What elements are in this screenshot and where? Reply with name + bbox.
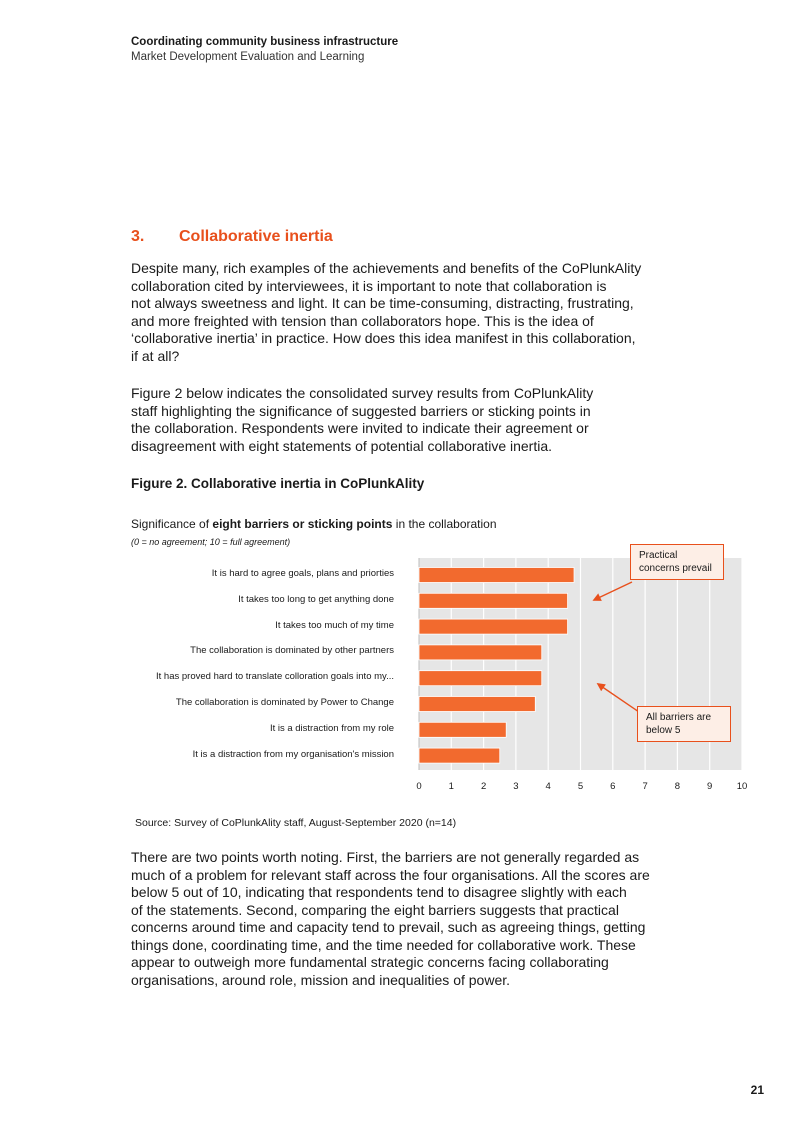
- paragraph-conclusion: [131, 849, 676, 989]
- paragraph-line: below 5 out of 10, indicating that respondents tend to disagree slightly with each: [131, 884, 627, 900]
- bar-label: The collaboration is dominated by other partners: [190, 645, 394, 657]
- bar-label: It takes too much of my time: [275, 619, 394, 631]
- x-tick-label: 0: [416, 781, 422, 792]
- bar-label: It is a distraction from my role: [269, 722, 394, 734]
- paragraph-line: the collaboration. Respondents were invited to indicate their agreement or: [131, 420, 589, 436]
- paragraph-line: much of a problem for relevant staff across the four organisations. All the scores are: [131, 866, 650, 883]
- bar-label: It is a distraction from my organisation's mission: [192, 748, 394, 760]
- paragraph-line: There are two points worth noting. First, the barriers are not generally regarded as: [131, 849, 640, 865]
- x-tick-label: 1: [448, 781, 454, 792]
- bar: [419, 697, 535, 712]
- x-tick-label: 10: [736, 781, 748, 792]
- callout-practical-concerns: Practical concerns prevail: [630, 544, 724, 580]
- running-header-subtitle: Market Development Evaluation and Learning: [131, 51, 365, 63]
- figure-source: Source: Survey of CoPlunkAlity staff, August-September 2020 (n=14): [135, 817, 457, 829]
- figure-title: Figure 2. Collaborative inertia in CoPlunkAlity: [131, 476, 425, 491]
- paragraph-line: collaboration cited by interviewees, it is important to note that collaboration is: [131, 277, 607, 294]
- bar: [419, 671, 542, 686]
- paragraph-line: appear to outweigh more fundamental strategic concerns facing collaborating: [131, 954, 609, 970]
- paragraph-line: if at all?: [131, 347, 180, 364]
- x-tick-label: 9: [707, 781, 713, 792]
- section-number: 3.: [131, 228, 145, 245]
- paragraph-line: and more freighted with tension than collaborators hope. This is the idea of: [131, 312, 594, 329]
- bar: [419, 722, 506, 737]
- page-number: 21: [750, 1083, 764, 1097]
- paragraph-line: ‘collaborative inertia’ in practice. How does this idea manifest in this collaboration,: [131, 330, 636, 346]
- bar-label: It is hard to agree goals, plans and priorties: [211, 568, 394, 579]
- paragraph-line: of the statements. Second, comparing the eight barriers suggests that practical: [131, 901, 619, 918]
- x-tick-label: 8: [674, 781, 681, 792]
- paragraph-line: staff highlighting the significance of suggested barriers or sticking points in: [131, 402, 591, 419]
- callout-all-below-five: All barriers are below 5: [637, 706, 731, 742]
- x-tick-label: 4: [545, 781, 551, 792]
- bar-label: The collaboration is dominated by Power to Change: [175, 697, 394, 708]
- paragraph-line: Despite many, rich examples of the achievements and benefits of the CoPlunkAlity: [131, 260, 642, 276]
- paragraph-line: organisations, around role, mission and inequalities of power.: [131, 971, 511, 988]
- chart-subtitle: Significance of eight barriers or sticking points in the collaboration: [131, 517, 497, 531]
- bar-label: It has proved hard to translate colloration goals into my...: [156, 671, 394, 683]
- chart-scale-note: (0 = no agreement; 10 = full agreement): [131, 537, 291, 547]
- paragraph-line: Figure 2 below indicates the consolidated survey results from CoPlunkAlity: [131, 385, 594, 401]
- x-tick-label: 7: [642, 781, 648, 792]
- x-tick-label: 5: [577, 781, 584, 792]
- bar: [419, 645, 542, 660]
- x-tick-label: 6: [610, 781, 616, 792]
- bar-label: It takes too long to get anything done: [238, 593, 394, 605]
- paragraph-line: not always sweetness and light. It can be time-consuming, distracting, frustrating,: [131, 295, 634, 311]
- x-tick-label: 3: [513, 781, 519, 792]
- bar: [419, 619, 568, 634]
- x-tick-label: 2: [480, 781, 487, 792]
- paragraph-line: concerns around time and capacity tend to prevail, such as agreeing things, getting: [131, 919, 646, 935]
- paragraph-line: things done, coordinating time, and the time needed for collaborative work. These: [131, 936, 636, 953]
- running-header-title: Coordinating community business infrastructure: [131, 36, 399, 48]
- bar: [419, 748, 500, 763]
- section-title: Collaborative inertia: [179, 228, 333, 245]
- bar: [419, 568, 574, 583]
- paragraph-line: disagreement with eight statements of potential collaborative inertia.: [131, 437, 553, 454]
- bar: [419, 593, 568, 608]
